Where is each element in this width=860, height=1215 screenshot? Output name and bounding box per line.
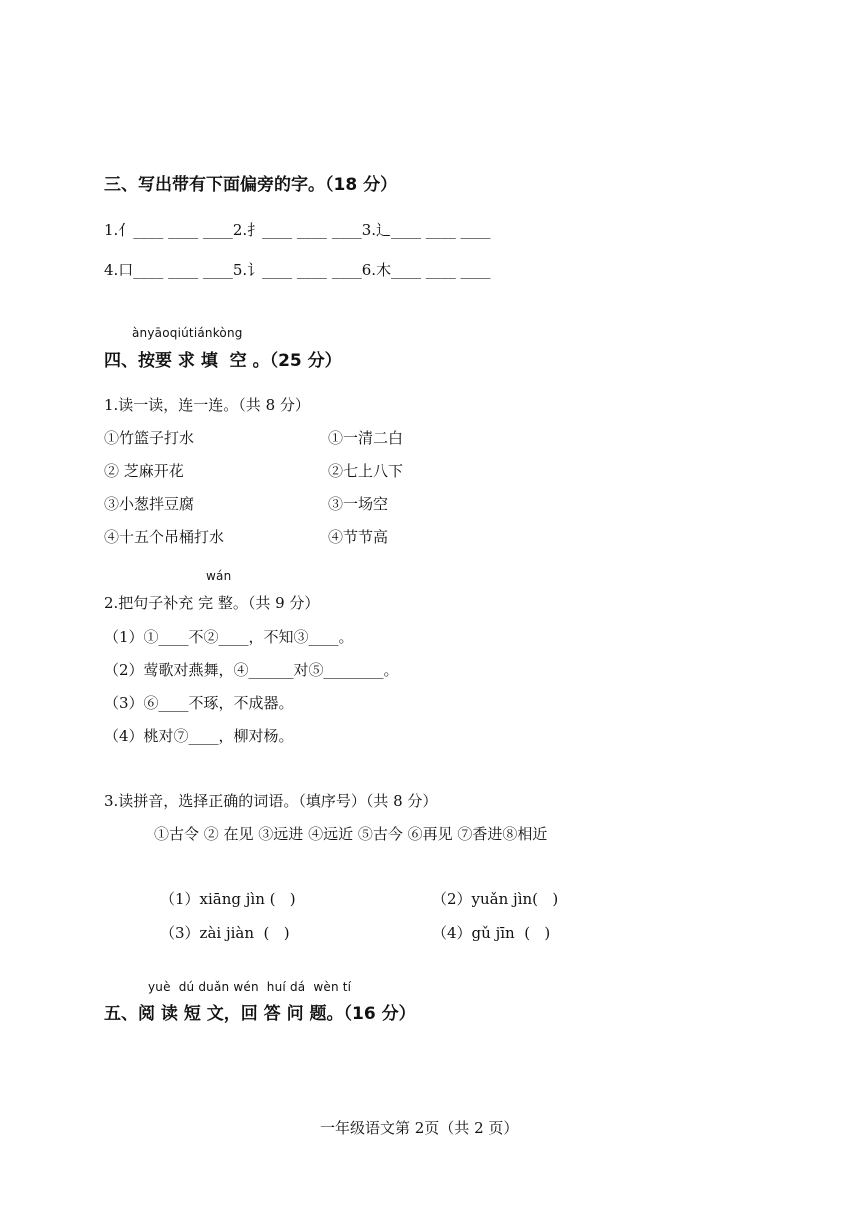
section4-pinyin: ànyāoqiútiánkòng	[132, 326, 243, 340]
q3-item-1: （1）xiāng jìn ( )	[160, 890, 296, 908]
section4-title: 四、按要 求 填 空 。（25 分）	[104, 351, 342, 371]
section3-row-1: 1.亻____ ____ ____2.扌____ ____ ____3.辶____ ____ ____	[104, 221, 491, 239]
section5-title: 五、阅 读 短 文，回 答 问 题。（16 分）	[104, 1004, 416, 1024]
q1-title: 1.读一读，连一连。（共 8 分）	[104, 396, 310, 414]
q2-pinyin: wán	[206, 569, 232, 583]
q1-left-item-2: ② 芝麻开花	[104, 462, 184, 480]
section3-row-2: 4.口____ ____ ____5.讠____ ____ ____6.木____ ____ ____	[104, 261, 491, 279]
q3-options: ①古令 ② 在见 ③远进 ④远近 ⑤古今 ⑥再见 ⑦香进⑧相近	[154, 825, 548, 843]
q2-title: 2.把句子补充 完 整。（共 9 分）	[104, 594, 320, 612]
q1-right-item-2: ②七上八下	[328, 462, 404, 480]
section5-pinyin: yuè dú duǎn wén huí dá wèn tí	[148, 980, 352, 994]
section3-title: 三、写出带有下面偏旁的字。（18 分）	[104, 175, 398, 195]
q3-item-4: （4）gǔ jīn ( )	[432, 924, 551, 942]
q1-right-item-4: ④节节高	[328, 528, 389, 546]
q1-left-item-4: ④十五个吊桶打水	[104, 528, 225, 546]
q1-right-item-3: ③一场空	[328, 495, 389, 513]
q3-item-3: （3）zài jiàn ( )	[160, 924, 290, 942]
q3-title: 3.读拼音，选择正确的词语。（填序号）（共 8 分）	[104, 792, 438, 810]
q2-line-4: （4）桃对⑦____，柳对杨。	[104, 727, 294, 745]
page-footer: 一年级语文第 2页（共 2 页）	[320, 1119, 519, 1137]
q2-line-3: （3）⑥____不琢，不成器。	[104, 694, 294, 712]
q1-right-item-1: ①一清二白	[328, 429, 404, 447]
q1-left-item-1: ①竹篮子打水	[104, 429, 195, 447]
q1-left-item-3: ③小葱拌豆腐	[104, 495, 195, 513]
q3-item-2: （2）yuǎn jìn( )	[432, 890, 559, 908]
q2-line-2: （2）莺歌对燕舞，④______对⑤________。	[104, 661, 399, 679]
q2-line-1: （1）①____不②____，不知③____。	[104, 628, 354, 646]
